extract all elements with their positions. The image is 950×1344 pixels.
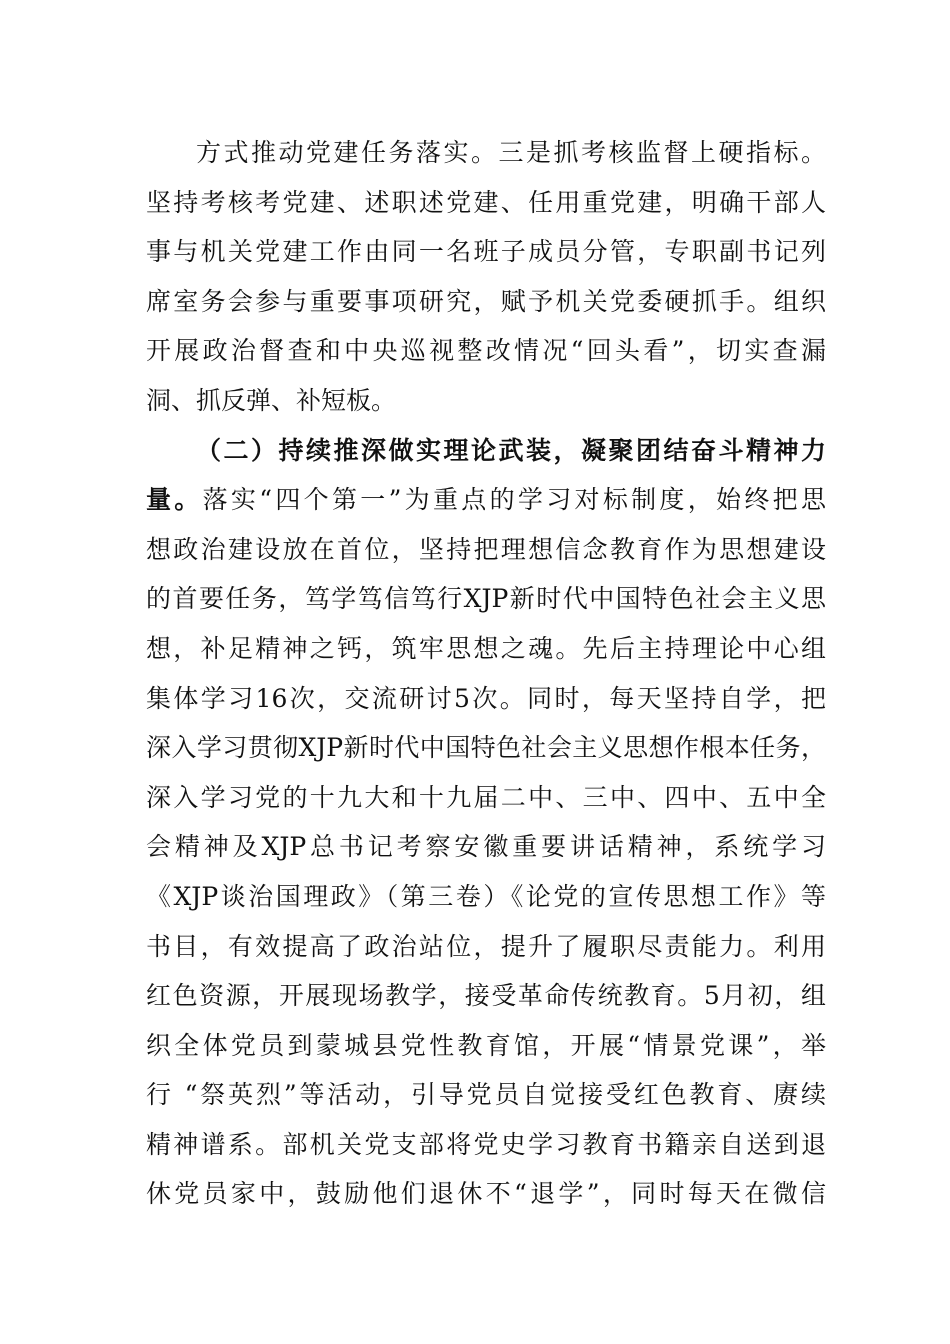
text-line: 想政治建设放在首位，坚持把理想信念教育作为思想建设 xyxy=(146,534,826,564)
text-line: 织全体党员到蒙城县党性教育馆，开展“情景党课”，举 xyxy=(146,1030,826,1060)
text-line: 洞、抓反弹、补短板。 xyxy=(146,385,397,415)
text-line: 休党员家中，鼓励他们退休不“退学”，同时每天在微信 xyxy=(146,1179,826,1209)
text-line: 集体学习16次，交流研讨5次。同时，每天坚持自学，把 xyxy=(146,683,826,713)
text-line: 的首要任务，笃学笃信笃行XJP新时代中国特色社会主义思 xyxy=(146,584,826,614)
text-line: 红色资源，开展现场教学，接受革命传统教育。5月初，组 xyxy=(146,981,826,1011)
body-text xyxy=(146,128,826,1219)
text-line: 深入学习党的十九大和十九届二中、三中、四中、五中全 xyxy=(146,782,826,812)
text-line: 席室务会参与重要事项研究，赋予机关党委硬抓手。组织 xyxy=(146,286,826,316)
text-line: 开展政治督查和中央巡视整改情况“回头看”，切实查漏 xyxy=(146,336,826,366)
text-line: 书目，有效提高了政治站位，提升了履职尽责能力。利用 xyxy=(146,931,826,961)
text-line-mixed xyxy=(146,475,826,525)
section-heading-tail: 量。 xyxy=(146,485,203,515)
text-line: 《XJP谈治国理政》（第三卷）《论党的宣传思想工作》等 xyxy=(146,881,826,911)
text-line: 坚持考核考党建、述职述党建、任用重党建，明确干部人 xyxy=(146,187,826,217)
text-line: 精神谱系。部机关党支部将党史学习教育书籍亲自送到退 xyxy=(146,1129,826,1159)
section-heading: （二）持续推深做实理论武装，凝聚团结奋斗精神力 xyxy=(196,435,826,465)
text-line: 会精神及XJP总书记考察安徽重要讲话精神，系统学习 xyxy=(146,832,826,862)
text-line: 行 “祭英烈”等活动，引导党员自觉接受红色教育、赓续 xyxy=(146,1080,826,1110)
text-line: 想，补足精神之钙，筑牢思想之魂。先后主持理论中心组 xyxy=(146,633,826,663)
text-line: 事与机关党建工作由同一名班子成员分管，专职副书记列 xyxy=(146,237,826,267)
text-line-rest: 落实“四个第一”为重点的学习对标制度，始终把思 xyxy=(202,485,826,515)
text-line: 方式推动党建任务落实。三是抓考核监督上硬指标。 xyxy=(196,138,826,167)
text-line: 深入学习贯彻XJP新时代中国特色社会主义思想作根本任务， xyxy=(146,733,826,763)
